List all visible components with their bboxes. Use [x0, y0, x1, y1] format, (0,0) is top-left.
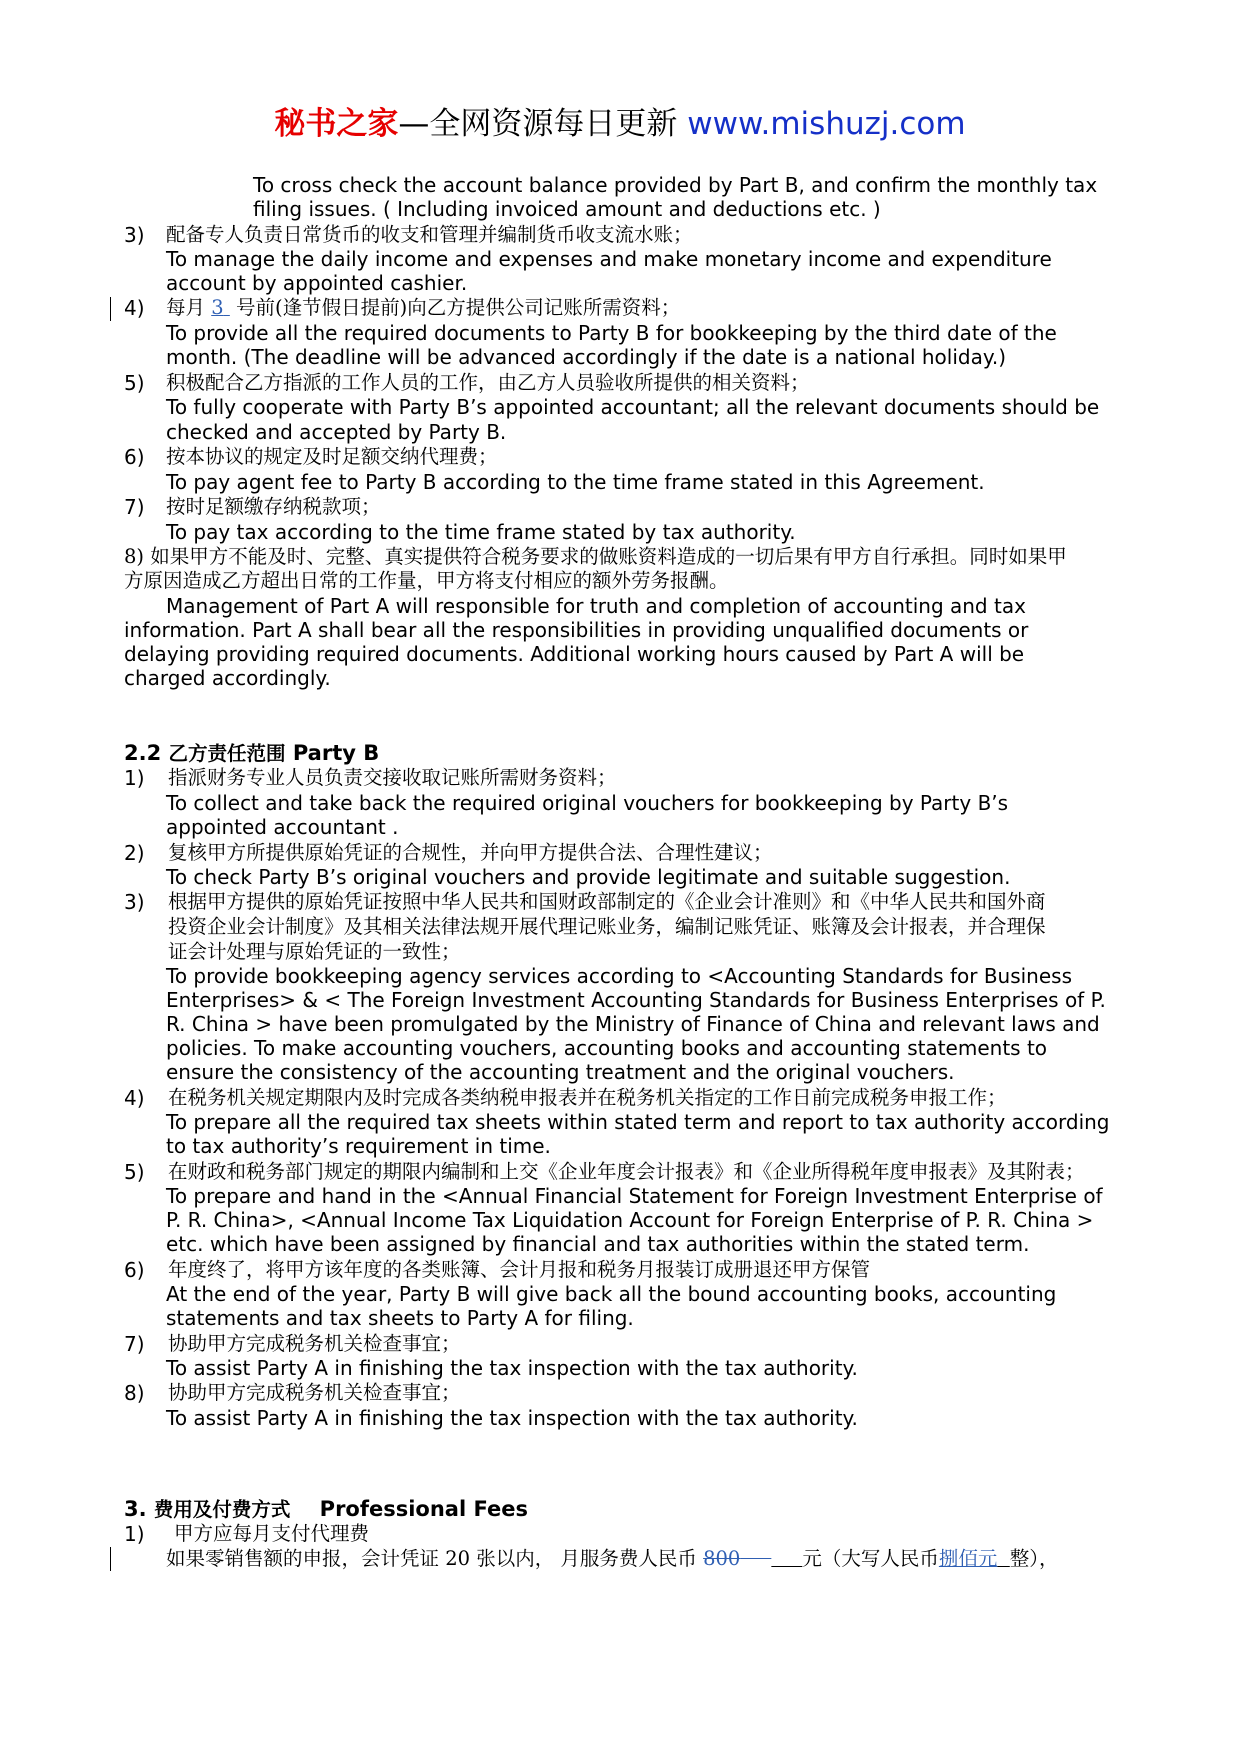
a5-en-line2: checked and accepted by Party B.	[166, 420, 507, 444]
b8-cn: 协助甲方完成税务机关检查事宜；	[168, 1381, 461, 1404]
b5-en-line3: etc. which have been assigned by financial and tax authorities within the stated term.	[166, 1232, 1030, 1256]
a8-en-line2: information. Part A shall bear all the responsibilities in providing unqualified documents or	[124, 618, 1029, 642]
a8-en-line3: delaying providing required documents. Additional working hours caused by Part A will be	[124, 642, 1025, 666]
item2-en-line2: filing issues. ( Including invoiced amount and deductions etc. )	[253, 197, 881, 221]
fee-line	[166, 1547, 1059, 1571]
b3-cn-line3: 证会计处理与原始凭证的一致性；	[168, 940, 461, 963]
heading-en: Party B	[292, 741, 380, 765]
b5-cn: 在财政和税务部门规定的期限内编制和上交《企业年度会计报表》和《企业所得税年度申报表》及其附表；	[168, 1160, 1085, 1183]
list-number: 2)	[124, 841, 145, 865]
item2-en-line1: To cross check the account balance provided by Part B, and confirm the monthly tax	[253, 173, 1098, 197]
list-number: 1)	[124, 1522, 145, 1546]
fee-amount-cn-revised: 捌佰元	[938, 1547, 998, 1570]
b6-en-line2: statements and tax sheets to Party A for filing.	[166, 1306, 634, 1330]
fee-line-unit: 元（大写人民币	[802, 1547, 939, 1570]
heading-number: 3.	[124, 1497, 147, 1521]
list-number: 1)	[124, 766, 145, 790]
b7-cn: 协助甲方完成税务机关检查事宜；	[168, 1332, 461, 1355]
a6-cn: 按本协议的规定及时足额交纳代理费；	[166, 445, 498, 468]
a5-cn: 积极配合乙方指派的工作人员的工作，由乙方人员验收所提供的相关资料；	[166, 371, 810, 394]
banner-brand: 秘书之家	[274, 106, 399, 142]
b1-cn: 指派财务专业人员负责交接收取记账所需财务资料；	[168, 766, 617, 789]
a8-en-line4: charged accordingly.	[124, 666, 331, 690]
banner-tagline: —全网资源每日更新	[398, 106, 688, 142]
fee-amount-revised: 800	[703, 1547, 741, 1570]
fee-item1-cn: 甲方应每月支付代理费	[174, 1522, 370, 1545]
b3-en-line5: ensure the consistency of the accounting treatment and the original vouchers.	[166, 1060, 955, 1084]
list-number: 6)	[124, 1258, 145, 1282]
fee-line-after: 整），	[1009, 1547, 1059, 1570]
a3-cn: 配备专人负责日常货币的收支和管理并编制货币收支流水账；	[166, 223, 693, 246]
b3-en-line3: R. China > have been promulgated by the Ministry of Finance of China and relevant laws and	[166, 1012, 1100, 1036]
a4-cn	[166, 296, 680, 320]
fee-line-before: 如果零销售额的申报，会计凭证 20 张以内， 月服务费人民币	[166, 1547, 704, 1570]
a4-cn-before: 每月	[166, 296, 206, 319]
list-number: 3)	[124, 890, 145, 914]
b5-en-line2: P. R. China>, <Annual Income Tax Liquidation Account for Foreign Enterprise of P. R. China >	[166, 1208, 1094, 1232]
b3-en-line4: policies. To make accounting vouchers, accounting books and accounting statements to	[166, 1036, 1048, 1060]
b4-en-line2: to tax authority’s requirement in time.	[166, 1134, 551, 1158]
b6-en-line1: At the end of the year, Party B will give back all the bound accounting books, accounting	[166, 1282, 1057, 1306]
a6-en: To pay agent fee to Party B according to the time frame stated in this Agreement.	[166, 470, 985, 494]
list-number: 7)	[124, 1332, 145, 1356]
list-number: 6)	[124, 445, 145, 469]
site-banner	[0, 102, 1240, 146]
b2-cn: 复核甲方所提供原始凭证的合规性，并向甲方提供合法、合理性建议；	[168, 841, 773, 864]
banner-url-link[interactable]: www.mishuzj.com	[687, 106, 966, 142]
a4-revised-number: 3	[211, 296, 224, 319]
b7-en: To assist Party A in finishing the tax inspection with the tax authority.	[166, 1356, 858, 1380]
b3-en-line2: Enterprises> & < The Foreign Investment Accounting Standards for Business Enterprises of P.	[166, 988, 1106, 1012]
revision-change-bar	[110, 1547, 111, 1571]
a3-en-line2: account by appointed cashier.	[166, 271, 468, 295]
a8-cn-line1: 8) 如果甲方不能及时、完整、真实提供符合税务要求的做账资料造成的一切后果有甲方自行承担。同时如果甲	[124, 545, 1067, 568]
b3-cn-line2: 投资企业会计制度》及其相关法律法规开展代理记账业务，编制记账凭证、账簿及会计报表，并合理保	[168, 915, 1046, 938]
a3-en-line1: To manage the daily income and expenses and make monetary income and expenditure	[166, 247, 1052, 271]
b8-en: To assist Party A in finishing the tax inspection with the tax authority.	[166, 1406, 858, 1430]
heading-cn: 乙方责任范围	[168, 742, 286, 765]
heading-number: 2.2	[124, 741, 162, 765]
b5-en-line1: To prepare and hand in the <Annual Financial Statement for Foreign Investment Enterprise of	[166, 1184, 1103, 1208]
list-number: 3)	[124, 223, 145, 247]
b4-cn: 在税务机关规定期限内及时完成各类纳税申报表并在税务机关指定的工作日前完成税务申报工作；	[168, 1086, 1007, 1109]
b1-en-line2: appointed accountant .	[166, 815, 399, 839]
list-number: 4)	[124, 296, 145, 320]
b3-cn-line1: 根据甲方提供的原始凭证按照中华人民共和国财政部制定的《企业会计准则》和《中华人民共和国外商	[168, 890, 1046, 913]
a4-en-line1: To provide all the required documents to Party B for bookkeeping by the third date of the	[166, 321, 1057, 345]
section-heading-fees	[124, 1497, 528, 1522]
a4-en-line2: month. (The deadline will be advanced accordingly if the date is a national holiday.)	[166, 345, 1006, 369]
a8-en-line1: Management of Part A will responsible for truth and completion of accounting and tax	[166, 594, 1026, 618]
list-number: 8)	[124, 1381, 145, 1405]
a5-en-line1: To fully cooperate with Party B’s appointed accountant; all the relevant documents should be	[166, 395, 1100, 419]
list-number: 4)	[124, 1086, 145, 1110]
a7-cn: 按时足额缴存纳税款项；	[166, 495, 381, 518]
list-number: 7)	[124, 495, 145, 519]
list-number: 5)	[124, 371, 145, 395]
b2-en: To check Party B’s original vouchers and provide legitimate and suitable suggestion.	[166, 865, 1011, 889]
b1-en-line1: To collect and take back the required original vouchers for bookkeeping by Party B’s	[166, 791, 1009, 815]
revision-change-bar	[110, 297, 111, 321]
a4-cn-after: 号前(逢节假日提前)向乙方提供公司记账所需资料；	[236, 296, 681, 319]
b4-en-line1: To prepare all the required tax sheets within stated term and report to tax authority according	[166, 1110, 1110, 1134]
list-number: 5)	[124, 1160, 145, 1184]
section-heading-party-b	[124, 741, 379, 766]
a7-en: To pay tax according to the time frame stated by tax authority.	[166, 520, 796, 544]
b3-en-line1: To provide bookkeeping agency services according to <Accounting Standards for Business	[166, 964, 1073, 988]
heading-en: Professional Fees	[319, 1497, 528, 1521]
a8-cn-line2: 方原因造成乙方超出日常的工作量，甲方将支付相应的额外劳务报酬。	[124, 569, 729, 592]
b6-cn: 年度终了，将甲方该年度的各类账簿、会计月报和税务月报装订成册退还甲方保管	[168, 1258, 871, 1281]
heading-cn: 费用及付费方式	[153, 1498, 291, 1521]
